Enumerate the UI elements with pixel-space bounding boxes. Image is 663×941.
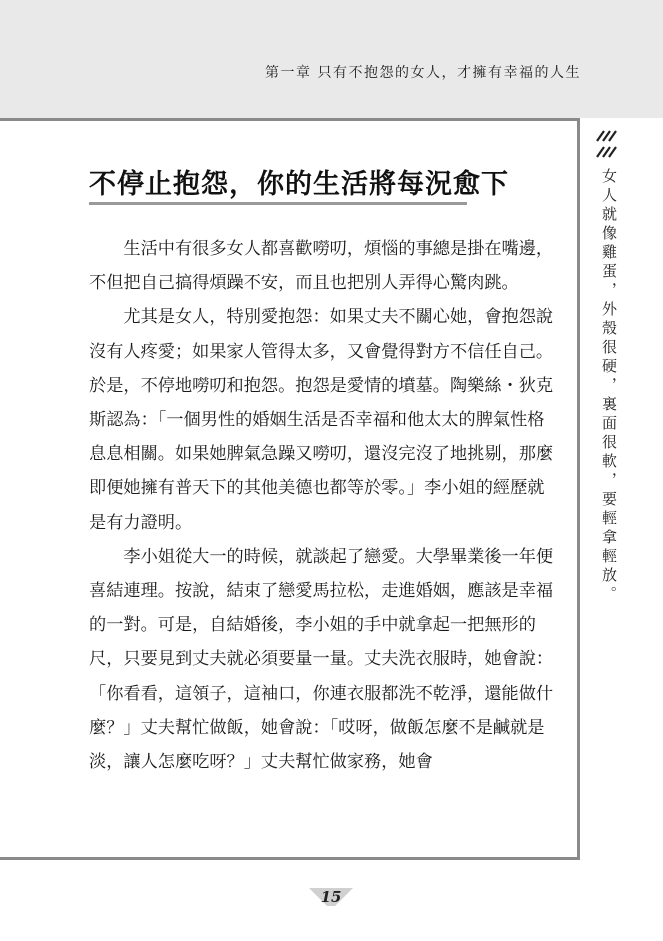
paragraph: 李小姐從大一的時候，就談起了戀愛。大學畢業後一年便喜結連理。按說，結束了戀愛馬拉松，走進婚姻，應該是幸福的一對。可是，自結婚後，李小姐的手中就拿起一把無形的尺，只要見到丈夫就必須要量一量。丈夫洗衣服時，她會說：「你看看，這領子，這袖口，你連衣服都洗不乾淨，還能做什麼？」丈夫幫忙做飯，她會說：「哎呀，做飯怎麼不是鹹就是淡，讓人怎麼吃呀？」丈夫幫忙做家務，她會 xyxy=(89,546,554,773)
title-underline xyxy=(89,202,467,205)
header-band xyxy=(0,0,663,118)
section-title: 不停止抱怨，你的生活將每況愈下 xyxy=(89,169,509,200)
body-text xyxy=(89,232,555,779)
slash-mark-top xyxy=(595,130,621,142)
paragraph: 生活中有很多女人都喜歡嘮叨，煩惱的事總是掛在嘴邊，不但把自己搞得煩躁不安，而且也把別人弄得心驚肉跳。 xyxy=(89,239,554,294)
paragraph: 尤其是女人，特別愛抱怨：如果丈夫不關心她，會抱怨說沒有人疼愛；如果家人管得太多，又會覺得對方不信任自己。於是，不停地嘮叨和抱怨。抱怨是愛情的墳墓。陶樂絲・狄克斯認為：「一個男性的婚姻生活是否幸福和他太太的脾氣性格息息相關。如果她脾氣急躁又嘮叨，還沒完沒了地挑剔，那麼即便她擁有普天下的其他美德也都等於零。」李小姐的經歷就是有力證明。 xyxy=(89,307,554,533)
side-strip xyxy=(583,118,663,860)
page-number: 15 xyxy=(320,888,342,906)
slash-mark-bottom xyxy=(595,146,621,158)
side-note: 女人就像雞蛋，外殼很硬，裏面很軟，要輕拿輕放。 xyxy=(600,168,618,605)
page-number-tab xyxy=(305,886,357,908)
chapter-title: 第一章 只有不抱怨的女人，才擁有幸福的人生 xyxy=(265,65,581,81)
